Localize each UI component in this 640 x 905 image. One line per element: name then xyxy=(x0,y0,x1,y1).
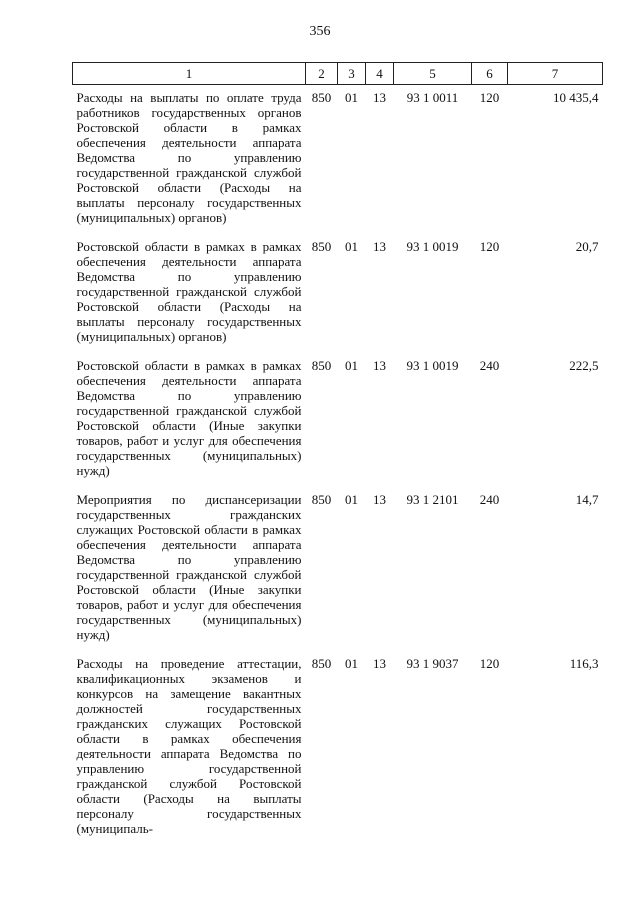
column-header: 3 xyxy=(338,63,366,85)
ministry-code: 850 xyxy=(311,239,332,254)
section-code: 01 xyxy=(345,358,358,373)
table-row xyxy=(73,656,603,850)
column-header: 7 xyxy=(508,63,603,85)
amount: 222,5 xyxy=(569,358,599,373)
section-code: 01 xyxy=(345,90,358,105)
budget-table xyxy=(72,62,603,850)
column-header: 6 xyxy=(472,63,508,85)
table-row xyxy=(73,358,603,492)
amount: 116,3 xyxy=(569,656,599,671)
subsection-code: 13 xyxy=(373,656,386,671)
expense-description: Мероприятия по диспансеризации государственных гражданских служащих Ростовской области в рамках обеспечения деятельности аппарата Ведомства по управлению государственной гражданской службой Ростовской области (Иные закупки товаров, работ и услуг для обеспечения государственных (муниципальных) нужд) xyxy=(76,492,302,642)
target-article-code: 93 1 0019 xyxy=(406,239,459,254)
page-number: 356 xyxy=(309,24,331,39)
table-row xyxy=(73,492,603,656)
expense-description: Ростовской области в рамках в рамках обеспечения деятельности аппарата Ведомства по управлению государственной гражданской службой Ростовской области (Расходы на выплаты персоналу государственных (муниципальных) органов) xyxy=(76,239,302,344)
table-header-row xyxy=(73,63,603,85)
expense-description: Ростовской области в рамках в рамках обеспечения деятельности аппарата Ведомства по управлению государственной гражданской службой Ростовской области (Иные закупки товаров, работ и услуг для обеспечения государственных (муниципальных) нужд) xyxy=(76,358,302,478)
column-header: 2 xyxy=(306,63,338,85)
subsection-code: 13 xyxy=(373,239,386,254)
expense-type-code: 240 xyxy=(479,358,500,373)
table-row xyxy=(73,85,603,240)
amount: 20,7 xyxy=(575,239,599,254)
amount: 14,7 xyxy=(575,492,599,507)
ministry-code: 850 xyxy=(311,492,332,507)
target-article-code: 93 1 0019 xyxy=(406,358,459,373)
section-code: 01 xyxy=(345,492,358,507)
column-header: 5 xyxy=(394,63,472,85)
expense-type-code: 120 xyxy=(479,90,500,105)
table-row xyxy=(73,239,603,358)
target-article-code: 93 1 0011 xyxy=(406,90,459,105)
column-header: 4 xyxy=(366,63,394,85)
ministry-code: 850 xyxy=(311,358,332,373)
expense-description: Расходы на проведение аттестации, квалификационных экзаменов и конкурсов на замещение вакантных должностей государственных гражданских служащих Ростовской области в рамках обеспечения деятельности аппарата Ведомства по управлению государственной гражданской службой Ростовской области (Расходы на выплаты персоналу государственных (муниципаль- xyxy=(76,656,302,836)
section-code: 01 xyxy=(345,656,358,671)
subsection-code: 13 xyxy=(373,90,386,105)
section-code: 01 xyxy=(345,239,358,254)
expense-type-code: 120 xyxy=(479,656,500,671)
column-header: 1 xyxy=(73,63,306,85)
ministry-code: 850 xyxy=(311,656,332,671)
expense-description: Расходы на выплаты по оплате труда работников государственных органов Ростовской области в рамках обеспечения деятельности аппарата Ведомства по управлению государственной гражданской службой Ростовской области (Расходы на выплаты персоналу государственных (муниципальных) органов) xyxy=(76,90,302,225)
expense-type-code: 240 xyxy=(479,492,500,507)
target-article-code: 93 1 2101 xyxy=(406,492,459,507)
expense-type-code: 120 xyxy=(479,239,500,254)
subsection-code: 13 xyxy=(373,492,386,507)
ministry-code: 850 xyxy=(311,90,332,105)
target-article-code: 93 1 9037 xyxy=(406,656,459,671)
amount: 10 435,4 xyxy=(553,90,599,105)
subsection-code: 13 xyxy=(373,358,386,373)
